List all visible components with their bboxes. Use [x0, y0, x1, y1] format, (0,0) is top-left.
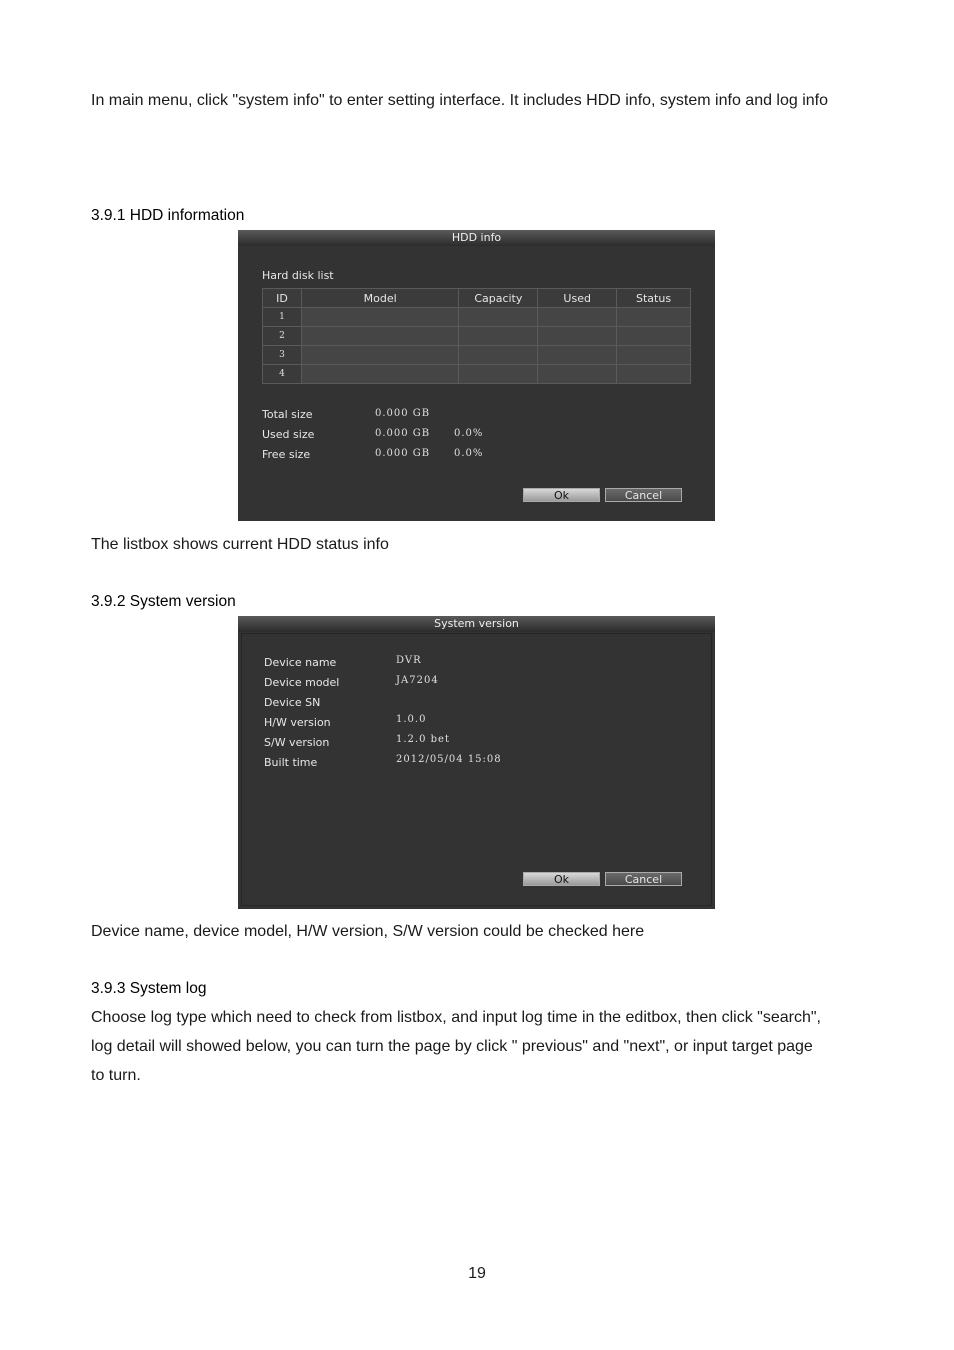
built-time-label: Built time: [264, 756, 318, 769]
disk-used: [538, 327, 617, 346]
ok-button[interactable]: Ok: [523, 872, 600, 886]
hdd-caption: The listbox shows current HDD status info: [91, 536, 389, 553]
free-size-percent: 0.0%: [454, 448, 484, 459]
column-header-used: Used: [538, 289, 617, 308]
disk-status: [617, 327, 691, 346]
hdd-info-dialog: [238, 230, 715, 521]
log-description-line-1: Choose log type which need to check from listbox, and input log time in the editbox, then click "search",: [91, 1009, 821, 1026]
used-size-value: 0.000 GB: [375, 428, 431, 439]
table-header-row: [263, 289, 691, 308]
log-description-line-2: log detail will showed below, you can turn the page by click " previous" and "next", or input target page: [91, 1038, 813, 1055]
disk-used: [538, 365, 617, 384]
section-heading-version: 3.9.2 System version: [91, 593, 236, 610]
disk-model: [301, 365, 459, 384]
disk-capacity: [459, 346, 538, 365]
used-size-percent: 0.0%: [454, 428, 484, 439]
dialog-title: HDD info: [238, 230, 715, 246]
column-header-model: Model: [301, 289, 459, 308]
sw-version-value: 1.2.0 bet: [396, 734, 450, 745]
table-row[interactable]: [263, 346, 691, 365]
disk-id: 1: [263, 308, 302, 327]
disk-status: [617, 308, 691, 327]
free-size-value: 0.000 GB: [375, 448, 431, 459]
section-heading-log: 3.9.3 System log: [91, 980, 207, 997]
column-header-id: ID: [263, 289, 302, 308]
sw-version-label: S/W version: [264, 736, 330, 749]
version-caption: Device name, device model, H/W version, S/W version could be checked here: [91, 923, 645, 940]
cancel-button[interactable]: Cancel: [605, 872, 682, 886]
column-header-capacity: Capacity: [459, 289, 538, 308]
column-header-status: Status: [617, 289, 691, 308]
cancel-button[interactable]: Cancel: [605, 488, 682, 502]
table-row[interactable]: [263, 308, 691, 327]
hard-disk-table: [262, 288, 691, 384]
intro-text: In main menu, click "system info" to enter setting interface. It includes HDD info, system info and log info: [91, 92, 829, 109]
used-size-label: Used size: [262, 428, 315, 441]
disk-capacity: [459, 308, 538, 327]
built-time-value: 2012/05/04 15:08: [396, 754, 502, 765]
disk-capacity: [459, 327, 538, 346]
disk-id: 3: [263, 346, 302, 365]
disk-used: [538, 308, 617, 327]
section-heading-hdd: 3.9.1 HDD information: [91, 207, 245, 224]
hw-version-value: 1.0.0: [396, 714, 427, 725]
hard-disk-list-label: Hard disk list: [262, 269, 334, 282]
device-name-label: Device name: [264, 656, 337, 669]
disk-model: [301, 327, 459, 346]
hw-version-label: H/W version: [264, 716, 331, 729]
disk-id: 4: [263, 365, 302, 384]
free-size-label: Free size: [262, 448, 311, 461]
page-number: 19: [468, 1265, 486, 1282]
table-row[interactable]: [263, 365, 691, 384]
system-version-dialog: [238, 616, 715, 909]
device-name-value: DVR: [396, 655, 422, 666]
dialog-title: System version: [238, 616, 715, 632]
device-model-value: JA7204: [396, 675, 439, 686]
disk-capacity: [459, 365, 538, 384]
device-sn-label: Device SN: [264, 696, 321, 709]
table-row[interactable]: [263, 327, 691, 346]
total-size-value: 0.000 GB: [375, 408, 431, 419]
disk-status: [617, 346, 691, 365]
disk-model: [301, 308, 459, 327]
dialog-body-frame: [241, 633, 712, 906]
total-size-label: Total size: [262, 408, 313, 421]
disk-status: [617, 365, 691, 384]
device-model-label: Device model: [264, 676, 340, 689]
ok-button[interactable]: Ok: [523, 488, 600, 502]
log-description-line-3: to turn.: [91, 1067, 141, 1084]
disk-used: [538, 346, 617, 365]
disk-model: [301, 346, 459, 365]
disk-id: 2: [263, 327, 302, 346]
